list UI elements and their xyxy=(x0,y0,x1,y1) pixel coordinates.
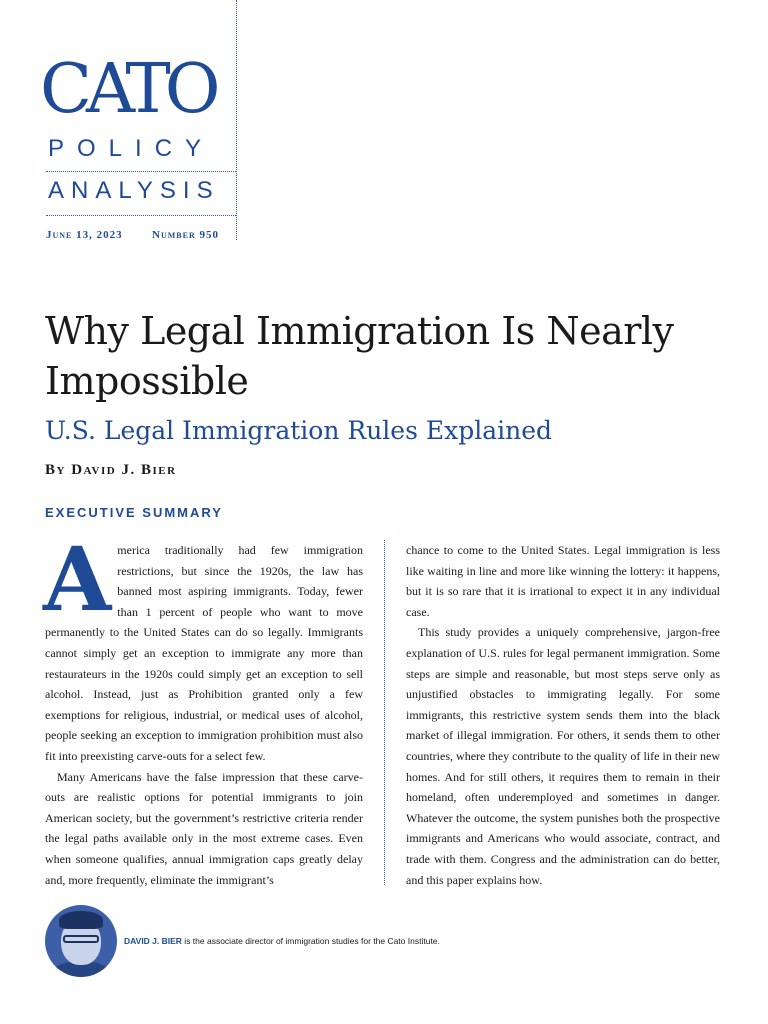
author-bio xyxy=(124,936,440,946)
drop-cap: A xyxy=(43,527,112,631)
page-title: Why Legal Immigration Is Nearly Impossible xyxy=(45,309,674,403)
summary-paragraph: chance to come to the United States. Legal immigration is less like waiting in line and more like winning the lottery: it happens, but it is so rare that it is irrational to expect it in any individual case. xyxy=(406,543,720,619)
header-divider-vertical xyxy=(236,0,237,240)
series-line-analysis: ANALYSIS xyxy=(48,177,220,204)
author-bio-text: is the associate director of immigration studies for the Cato Institute. xyxy=(181,936,440,946)
byline: By David J. Bier xyxy=(45,462,177,478)
summary-paragraph: Many Americans have the false impression that these carve-outs are realistic options for potential immigrants to join American society, but the government’s restrictive criteria render the legal paths available only in the most extreme cases. Even when someone qualifies, annual immigration caps greatly delay and, more frequently, eliminate the immigrant’s xyxy=(45,769,363,887)
summary-paragraph: This study provides a uniquely comprehensive, jargon-free explanation of U.S. rules for legal permanent immigration. Some steps are simple and reasonable, but most steps serve only as unjustified obstacles to immigrating legally. For some immigrants, this restrictive system sends them into the black market of illegal immigration. For others, it sends them to other countries, where they contribute to the quality of life in their new homes. And for still others, it requires them to remain in their homeland, often underemployed and sometimes in danger. Whatever the outcome, the system punishes both the prospective immigrants and Americans who would associate, contract, and trade with them. Congress and the administration can do better, and this paper explains how. xyxy=(406,625,720,887)
author-photo xyxy=(45,905,117,977)
header-divider xyxy=(46,171,236,172)
series-line-policy: POLICY xyxy=(48,135,215,162)
summary-paragraph xyxy=(43,527,363,767)
publication-number: Number 950 xyxy=(152,229,219,241)
section-heading: EXECUTIVE SUMMARY xyxy=(45,505,223,520)
column-divider xyxy=(384,540,385,885)
page-subtitle: U.S. Legal Immigration Rules Explained xyxy=(45,416,553,445)
summary-column-right xyxy=(406,540,720,890)
summary-column-left xyxy=(43,527,363,890)
author-photo-glasses xyxy=(63,935,99,943)
summary-text: merica traditionally had few immigration restrictions, but since the 1920s, the law has banned most aspiring immigrants. Today, fewer than 1 percent of people who want to move permanently to the United States can do so legally. Immigrants cannot simply get an exception to immigrate any more than restaurateurs in the 1920s could simply get an exception to sell alcohol. Instead, just as Prohibition granted only a few exemptions for religious, industrial, or medical uses of alcohol, people seeking an exception to immigration prohibition must also fit into preexisting carve-outs for a select few. xyxy=(45,543,363,763)
publication-date: June 13, 2023 xyxy=(46,229,123,241)
cato-logo: CATO xyxy=(40,50,215,129)
author-photo-hair xyxy=(59,911,103,929)
header-divider xyxy=(46,215,236,216)
author-name: DAVID J. BIER xyxy=(124,936,182,946)
